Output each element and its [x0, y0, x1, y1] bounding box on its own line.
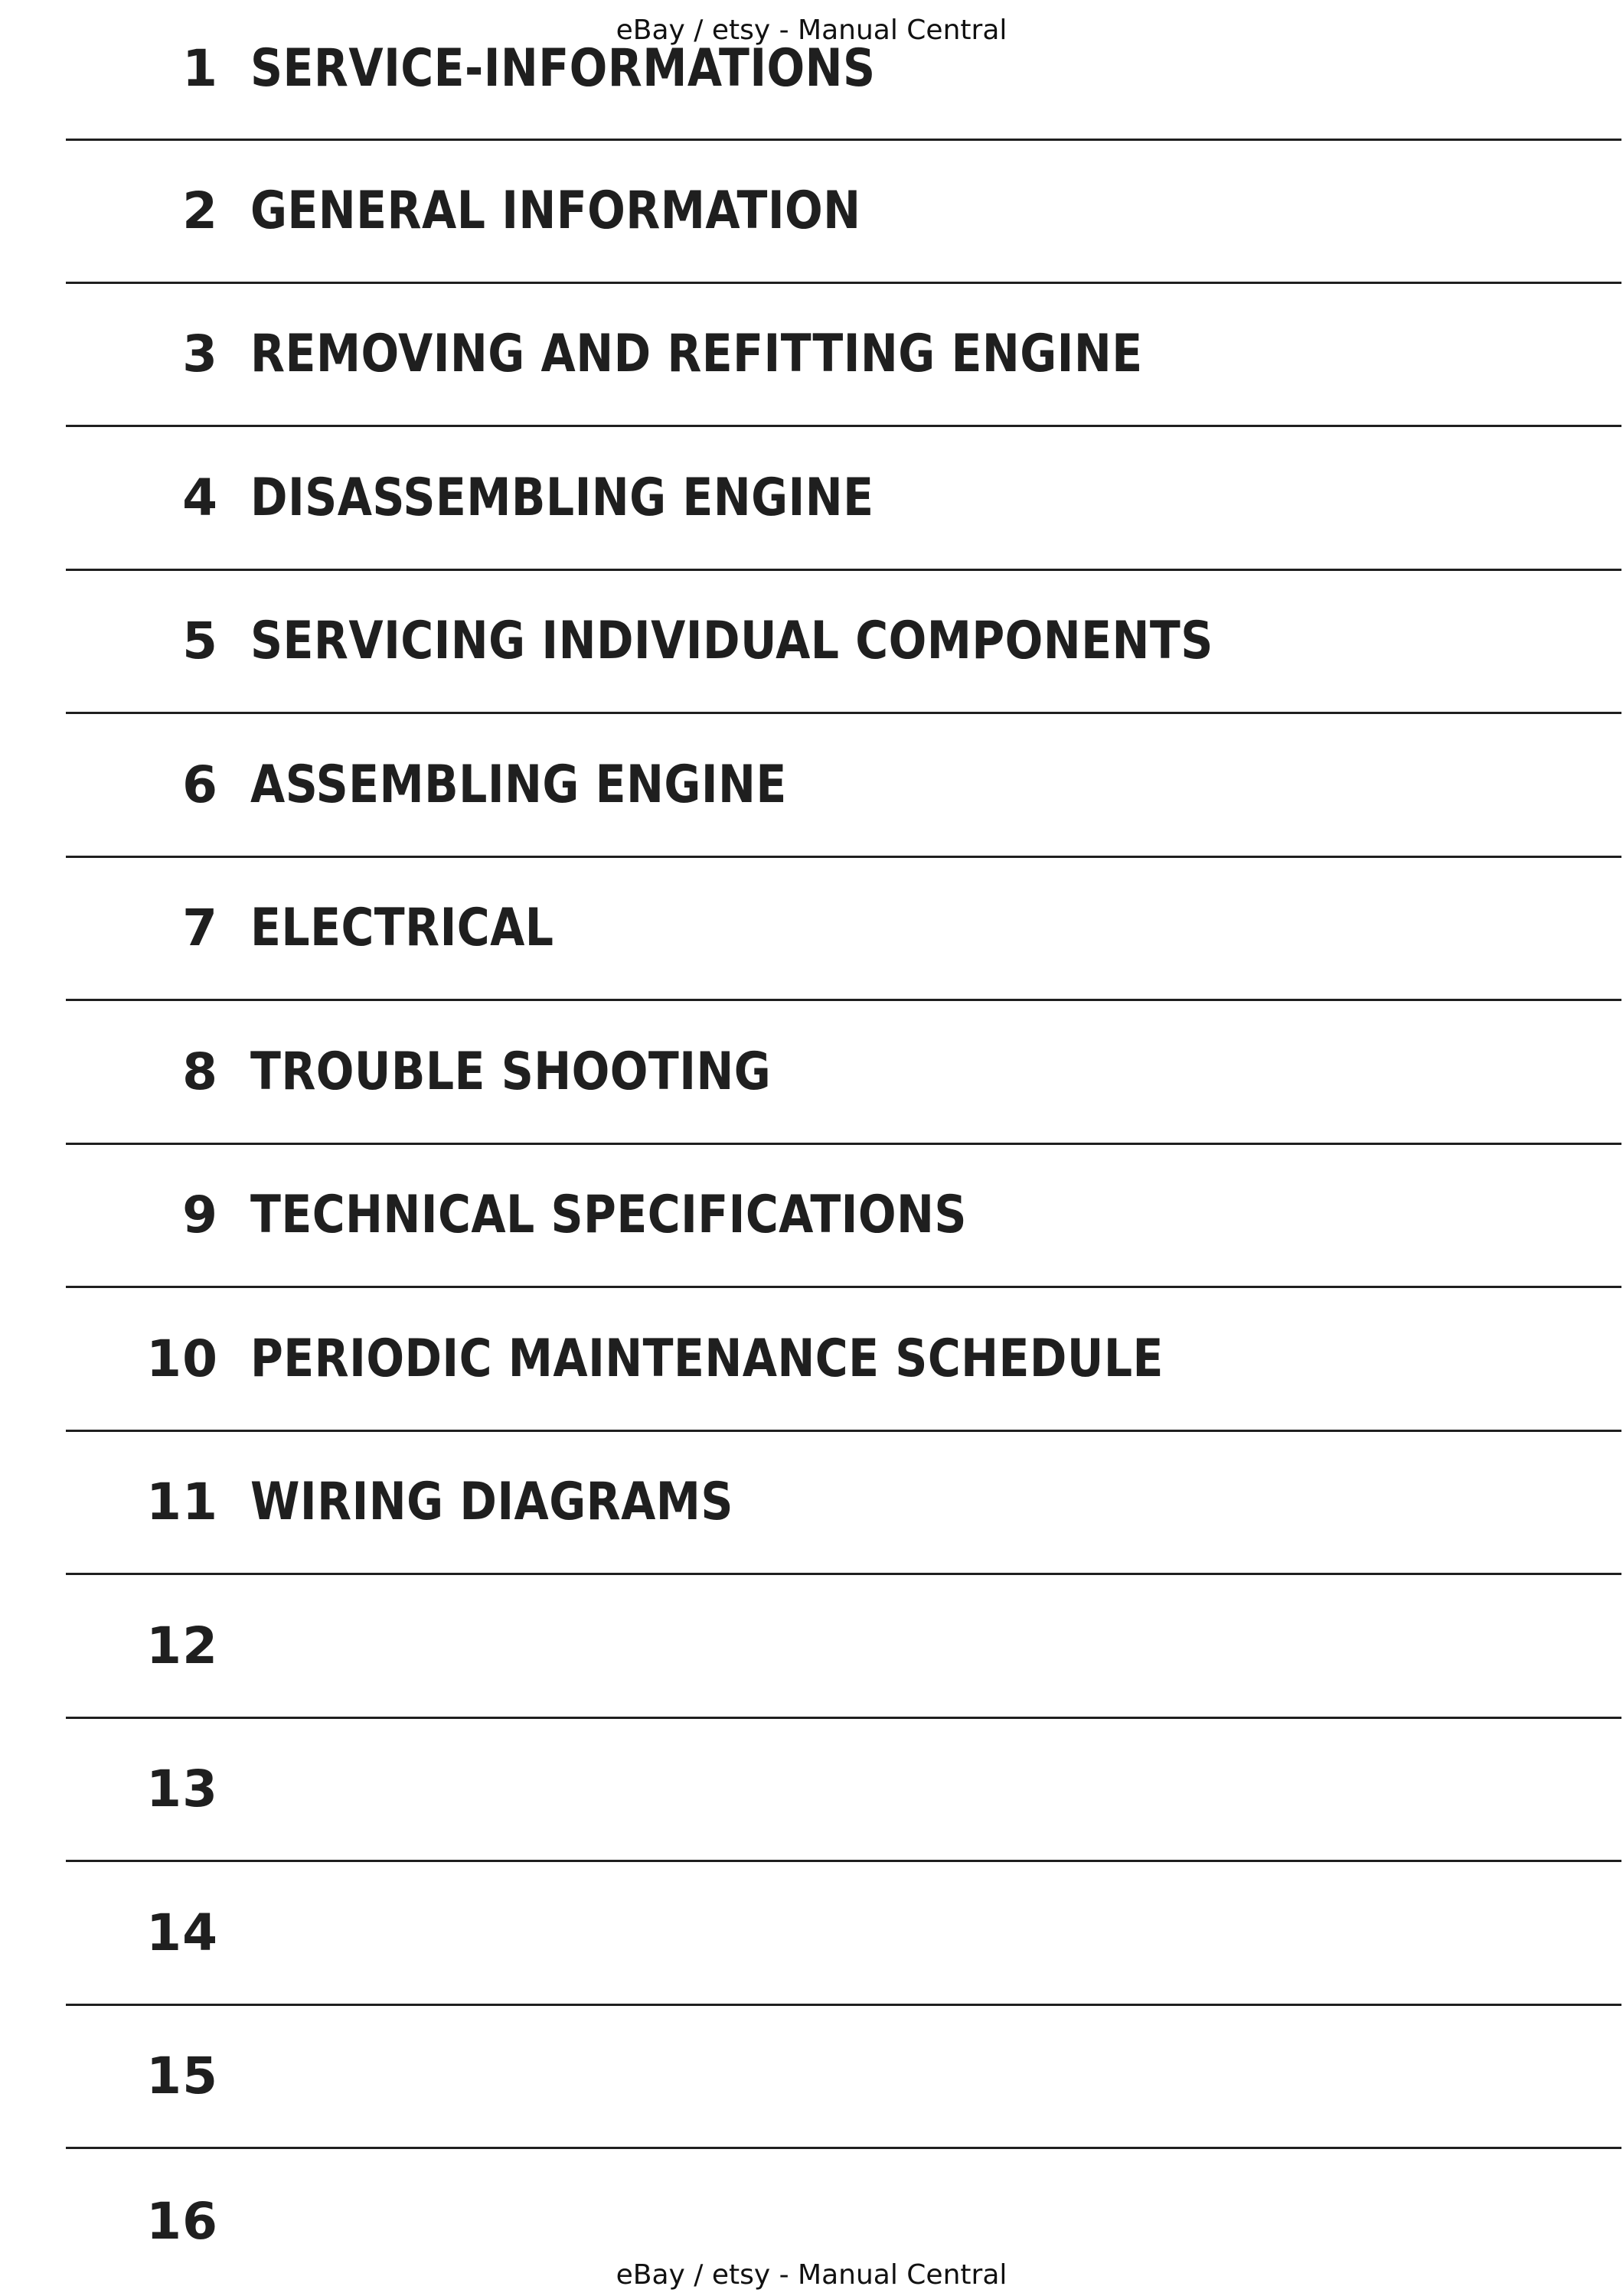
toc-entry-number: 14: [146, 1903, 218, 1962]
toc-entry-title: ASSEMBLING ENGINE: [250, 755, 787, 815]
divider: [66, 856, 1621, 858]
toc-entry-6[interactable]: [0, 716, 1623, 859]
toc-entry-7[interactable]: [0, 860, 1623, 1003]
toc-entry-number: 12: [146, 1616, 218, 1675]
divider: [66, 712, 1621, 714]
toc-entry-title: WIRING DIAGRAMS: [250, 1472, 733, 1532]
toc-entry-8[interactable]: [0, 1003, 1623, 1146]
toc-entry-number: 7: [182, 899, 218, 957]
toc-entry-number: 8: [182, 1042, 218, 1101]
divider: [66, 2004, 1621, 2006]
divider: [66, 1143, 1621, 1145]
toc-entry-title: GENERAL INFORMATION: [250, 181, 861, 241]
toc-entry-title: SERVICE-INFORMATIONS: [250, 38, 876, 99]
toc-entry-14[interactable]: [0, 1864, 1623, 2007]
watermark-top: eBay / etsy - Manual Central: [616, 15, 1007, 46]
toc-entry-title: SERVICING INDIVIDUAL COMPONENTS: [250, 611, 1213, 671]
toc-entry-title: REMOVING AND REFITTING ENGINE: [250, 324, 1143, 384]
divider: [66, 425, 1621, 427]
toc-entry-number: 10: [146, 1329, 218, 1388]
toc-entry-number: 16: [146, 2192, 218, 2251]
divider: [66, 1860, 1621, 1862]
divider: [66, 999, 1621, 1001]
toc-entry-number: 5: [182, 612, 218, 670]
toc-entry-5[interactable]: [0, 573, 1623, 716]
toc-entry-3[interactable]: [0, 286, 1623, 429]
toc-entry-number: 13: [146, 1760, 218, 1818]
toc-entry-15[interactable]: [0, 2008, 1623, 2151]
divider: [66, 1573, 1621, 1575]
toc-entry-10[interactable]: [0, 1290, 1623, 1433]
divider: [66, 1717, 1621, 1719]
toc-entry-title: PERIODIC MAINTENANCE SCHEDULE: [250, 1329, 1164, 1389]
toc-entry-4[interactable]: [0, 429, 1623, 572]
divider: [66, 1430, 1621, 1432]
toc-entry-number: 15: [146, 2047, 218, 2105]
divider: [66, 139, 1621, 141]
toc-entry-number: 4: [182, 468, 218, 527]
toc-entry-11[interactable]: [0, 1434, 1623, 1577]
toc-entry-title: DISASSEMBLING ENGINE: [250, 468, 874, 528]
toc-entry-13[interactable]: [0, 1721, 1623, 1864]
toc-entry-number: 2: [182, 181, 218, 240]
divider: [66, 282, 1621, 284]
toc-entry-12[interactable]: [0, 1577, 1623, 1720]
toc-entry-title: TROUBLE SHOOTING: [250, 1042, 772, 1102]
divider: [66, 2147, 1621, 2149]
toc-entry-number: 1: [182, 39, 218, 98]
toc-entry-9[interactable]: [0, 1147, 1623, 1290]
toc-entry-title: TECHNICAL SPECIFICATIONS: [250, 1185, 967, 1245]
divider: [66, 1286, 1621, 1288]
divider: [66, 569, 1621, 571]
toc-entry-number: 6: [182, 755, 218, 814]
toc-entry-number: 3: [182, 325, 218, 383]
toc-entry-2[interactable]: [0, 143, 1623, 286]
watermark-bottom: eBay / etsy - Manual Central: [616, 2259, 1007, 2291]
toc-entry-title: ELECTRICAL: [250, 898, 554, 958]
toc-entry-number: 9: [182, 1186, 218, 1244]
toc-entry-number: 11: [146, 1473, 218, 1531]
